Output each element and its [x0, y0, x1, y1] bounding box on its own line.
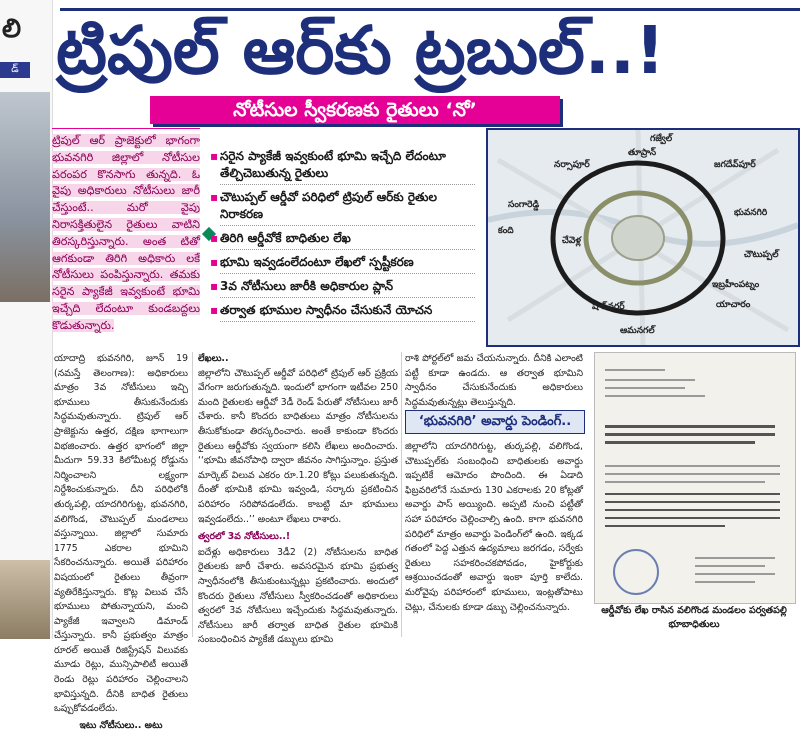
map-label: జగదేవ్‌పూర్: [714, 160, 756, 170]
bullet-icon: ▪: [210, 149, 219, 163]
map-label: గజ్వేల్: [650, 134, 673, 144]
column-2-text-b: ఐదేళ్లు అధికారులు 3డీ2 (2) నోటీసులను బాధిత రైతులకు జారీ చేశారు. అవసరమైన భూమి ప్రభుత్వ స్వాధీనంలోకి తీసుకుంటున్నట్లు ప్రకటించారు. అందులో కొందరు రైతులు నోటీసులు స్వీకరించడంతో అధికారులు త్వరలో 3వ నోటీసులు ఇచ్చేందుకు సిద్ధమవుతున్నారు. నోటీసులు జారీ తర్వాత బాధిత రైతుల భూమికి సంబంధించిన ప్యాకేజీ డబ్బులు భూమి: [198, 546, 398, 646]
column-1-tail: ఇటు నోటీసులు.. అటు: [79, 719, 163, 731]
map-label: ఇబ్రహీంపట్నం: [712, 280, 760, 290]
article-column-3b: [405, 440, 583, 615]
column-divider: [401, 352, 402, 637]
left-tag: డ్: [0, 62, 30, 78]
column-2-subheading: త్వరలో 3వ నోటీసులు..!: [198, 531, 291, 543]
highlight-item: ▪ తిరిగి ఆర్డీవోకే బాధితుల లేఖ: [210, 230, 475, 250]
bullet-icon: ▪: [210, 255, 219, 269]
bullet-icon: ▪: [210, 231, 219, 245]
highlight-item: ▪ చౌటుప్పల్ ఆర్డీవో పరిధిలో ట్రిపుల్ ఆర్‌కు రైతుల నిరాకరణ: [210, 189, 475, 226]
intro-paragraph: [52, 128, 200, 335]
column-2-text: జిల్లాలోని చౌటుప్పల్ ఆర్డీవో పరిధిలో ట్రిపుల్ ఆర్ ప్రక్రియ వేగంగా జరుగుతున్నది. ఇందులో భాగంగా ఇటీవల 250 మంది రైతులకు ఆర్డీవో 3డీ రెండ్ పేరుతో నోటీసులు జారీ చేశారు. కానీ కొందరు బాధితులు మాత్రం నోటీసులను తీసుకోకుండా తిరస్కరించారు. అంతే కాకుండా కొందరు రైతులు ఆర్డీవోకు స్వయంగా కలిసి లేఖలు అందించారు. ‘‘భూమి జీవనోపాధి ద్వారా జీవనం సాగిస్తున్నాం. ప్రస్తుత మార్కెట్ విలువ ఎకరం రూ.1.20 కోట్లు పలుకుతున్నది. దీంతో భూమికి భూమి ఇవ్వండి, సర్కారు ప్రకటించిన పరిహారం సరిపోవడంలేదు. కాబట్టి మా భూములు ఇవ్వడంలేదు..’’ అంటూ లేఖలు రాశారు.: [198, 367, 398, 525]
left-headline-fragment: లి: [2, 14, 22, 44]
column-2-lead: లేఖలు..: [198, 353, 229, 364]
headline: ట్రిపుల్ ఆర్‌కు ట్రబుల్..!: [56, 12, 665, 89]
highlight-item: ▪ తర్వాత భూముల స్వాధీనం చేసుకునే యోచన: [210, 302, 475, 322]
regional-ring-road-map: [486, 128, 800, 347]
bullet-icon: ▪: [210, 190, 219, 204]
left-photo-bottom: [0, 560, 50, 639]
intro-text: ట్రిపుల్ ఆర్ ప్రాజెక్టులో భాగంగా భువనగిరి జిల్లాలో నోటీసుల పరంపర కొనసాగు తున్నది. ఓ వైపు అధికారులు నోటీసులు జారీ చేస్తుంటే.. మరో వైపు నిరాసక్తితులైన రైతులు వాటిని తిరస్కరిస్తున్నారు. అంత టితో ఆగకుండా తిరిగి అధికారు లకే నోటీసులు పంపిస్తున్నారు. తమకు సరైన ప్యాకేజీ ఇవ్వకుంటే భూమి ఇచ్చేది లేదంటూ కుండబద్దలు కొడుతున్నారు.: [52, 134, 200, 332]
map-label: కంది: [498, 226, 514, 236]
column-3-text: రాశి పోర్టల్‌లో జమ చేయనున్నారు. దీనికి ఎలాంటి పట్టీ కూడా ఉండదు. ఆ తర్వాత భూమిని స్వాధీనం చేసుకునేందుకు అధికారులు సిద్ధమవుతున్నట్లు తెలుస్తున్నది.: [405, 353, 583, 408]
article-column-1: [54, 352, 188, 733]
subheadline: నోటీసుల స్వీకరణకు రైతులు ‘నో’: [150, 96, 560, 124]
highlight-item: ▪ భూమి ఇవ్వడంలేదంటూ లేఖలో స్పష్టీకరణ: [210, 254, 475, 274]
article-column-2: [198, 352, 398, 648]
column-divider: [192, 352, 193, 637]
map-label: షాద్‌నగర్: [592, 302, 625, 312]
article-column-3: [405, 352, 583, 410]
left-column-strip: [0, 0, 53, 639]
highlight-item: ▪ 3వ నోటీసులు జారీకి అధికారుల ప్లాన్: [210, 278, 475, 298]
column-3b-text: జిల్లాలోని యాదగిరిగుట్ట, తుర్కపల్లి, వలిగొండ, చౌటుప్పల్‌కు సంబంధించి బాధితులకు అవార్డు ఇప్పటికే ఆమోదం పొందింది. ఈ ఏడాది ఫిబ్రవరిలోనే సుమారు 130 ఎకరాలకు 20 కోట్లతో అవార్డు పాస్ అయ్యింది. అప్పటి నుంచి పట్టీతో సహా పరిహారం చెల్లించాల్సి ఉంది. కాగా భువనగిరి పరిధిలో మాత్రం అవార్డు పెండింగ్‌లో ఉంది. ఇక్కడ గతంలో పెద్ద ఎత్తున ఉద్యమాలు జరగడం, సర్వేకు రైతులు సహకరించకపోవడం, హైకోర్టుకు ఆశ్రయించడంతో అవార్డు ఇంకా పూర్తి కాలేదు. మరోవైపు పరిహారంలో భూములు, ఇంట్లతోపాటు చెట్లు, చేనులకు కూడా డబ్బు చెల్లించనున్నారు.: [405, 441, 583, 613]
map-label: చేవెళ్ల: [562, 236, 582, 246]
map-label: చౌటుప్పల్: [744, 250, 779, 260]
map-label: ఆమనగల్: [620, 326, 655, 336]
map-label: యాచారం: [716, 300, 751, 310]
letter-photo: [594, 352, 796, 604]
bhuvanagiri-award-title: ‘భువనగిరి’ అవార్డు పెండింగ్..: [405, 410, 585, 434]
map-label: భువనగిరి: [734, 208, 768, 218]
highlights-list: [210, 148, 475, 326]
map-label: సంగారెడ్డి: [508, 200, 540, 210]
left-photo: [0, 92, 50, 302]
map-label: నర్సాపూర్: [554, 160, 590, 170]
bullet-icon: ▪: [210, 303, 219, 317]
highlight-item: ▪ సరైన ప్యాకేజీ ఇవ్వకుంటే భూమి ఇచ్చేది లేదంటూ తేల్చిచెబుతున్న రైతులు: [210, 148, 475, 185]
photo-caption: ఆర్డీవోకు లేఖ రాసిన వలిగొండ మండలం పర్వతపల్లి భూబాధితులు: [601, 605, 787, 630]
bullet-icon: ▪: [210, 279, 219, 293]
map-label: తూప్రాన్: [628, 148, 657, 158]
column-1-text: యాదాద్రి భువనగిరి, జూన్ 19 (నమస్తే తెలంగాణ): అధికారులు మాత్రం 3వ నోటీసులు ఇచ్చి భూములు తీసుకునేందుకు సిద్ధమవుతున్నారు. ట్రిపుల్ ఆర్ ప్రాజెక్టును ఉత్తర, దక్షిణ భాగాలుగా విభజించారు. ఉత్తర భాగంలో జిల్లా మీదుగా 59.33 కిలోమీటర్ల రోడ్డును నిర్మించాలని లక్ష్యంగా నిర్దేశించుకున్నారు. దీని పరిధిలోకి తుర్కపల్లి, యాదగిరిగుట్ట, భువనగిరి, వలిగొండ, చౌటుప్పల్ మండలాలు వస్తున్నాయి. జిల్లాలో సుమారు 1775 ఎకరాల భూమిని సేకరించనున్నారు. అయితే పరిహారం విషయంలో రైతులు తీవ్రంగా వ్యతిరేకిస్తున్నారు. కొట్ల విలువ చేసే భూములు పోతున్నాయని, మంచి ప్యాకేజీ ఇవ్వాలని డిమాండ్ చేస్తున్నారు. కానీ ప్రభుత్వం మాత్రం రూరల్ అయితే రిజిస్ట్రేషన్ విలువకు మూడు రెట్లు, మున్సిపాలిటీ అయితే రెండు రెట్లు పరిహారం చెల్లించాలని భావిస్తున్నది. దీనికి బాధిత రైతులు ఒప్పుకోవడంలేదు.: [54, 353, 188, 715]
stamp-icon: [613, 549, 659, 595]
headline-rule: [60, 8, 800, 11]
